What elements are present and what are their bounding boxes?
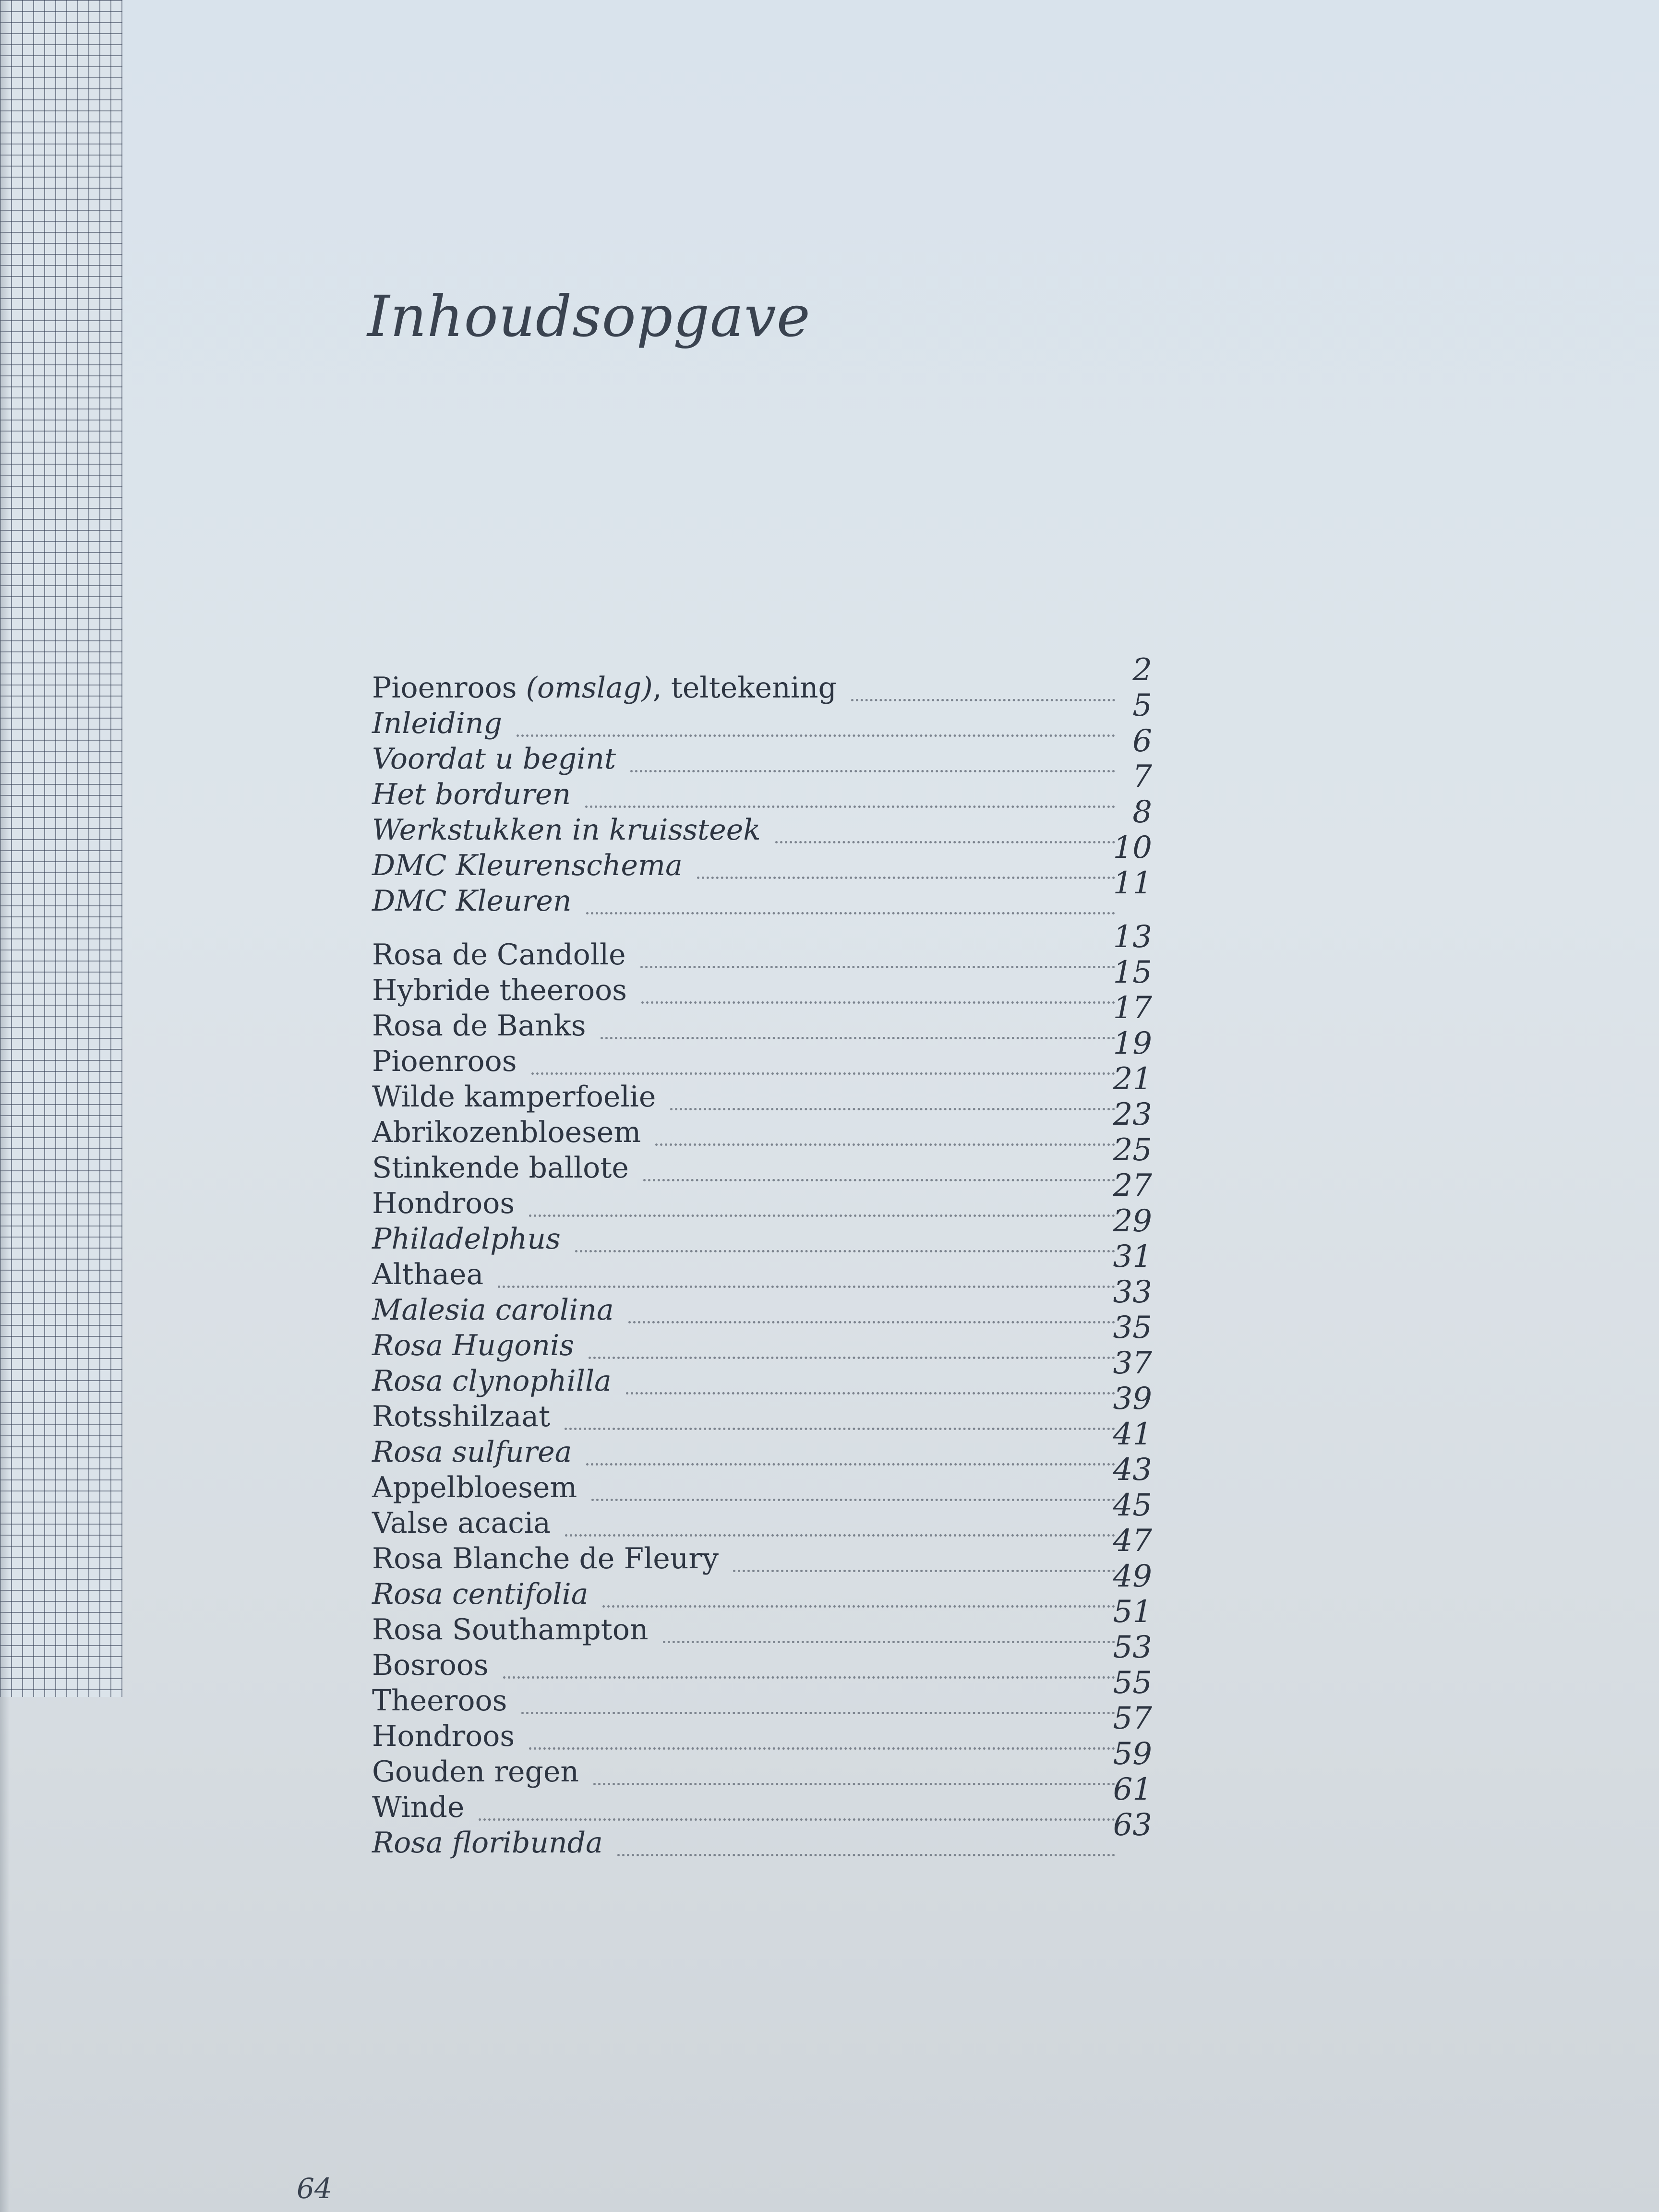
toc-entry-page: 57 (1113, 1701, 1152, 1736)
toc-entry-label: Rosa floribunda (372, 1826, 603, 1860)
toc-entry-page: 19 (1113, 1026, 1152, 1061)
dot-leader (617, 1854, 1115, 1856)
toc-entry-page: 45 (1113, 1488, 1152, 1523)
toc-entry-label: DMC Kleuren (372, 884, 572, 918)
toc-entry-label: Bosroos (372, 1648, 489, 1682)
toc-entry-label: Rosa Hugonis (372, 1329, 575, 1362)
toc-entry-label: Rosa centifolia (372, 1577, 589, 1611)
toc-entry-label: Pioenroos (omslag), teltekening (372, 671, 837, 705)
toc-entry-label: Valse acacia (372, 1506, 551, 1540)
toc-entry (372, 652, 1159, 705)
toc-entry-page: 55 (1113, 1665, 1152, 1701)
toc-entry-label: Theeroos (372, 1684, 507, 1718)
page-edge-shadow (0, 0, 10, 2212)
graph-paper-strip (0, 0, 122, 1697)
toc-entry-label: DMC Kleurenschema (372, 849, 683, 882)
toc-entry-label: Rosa clynophilla (372, 1364, 612, 1398)
toc-entry (372, 1097, 1159, 1149)
toc-entry-page: 27 (1113, 1168, 1152, 1203)
toc-entry-page: 49 (1113, 1559, 1152, 1594)
toc-entry (372, 1310, 1159, 1362)
toc-entry (372, 1168, 1159, 1220)
toc-entry (372, 1701, 1159, 1753)
toc-entry-page: 61 (1113, 1772, 1152, 1807)
toc-entry-page: 29 (1113, 1203, 1152, 1239)
toc-entry (372, 830, 1159, 882)
toc-entry-label: Rosa Blanche de Fleury (372, 1542, 719, 1575)
toc-entry-page: 41 (1113, 1417, 1152, 1452)
toc-entry-label: Werkstukken in kruissteek (372, 813, 761, 847)
toc-entry-page: 59 (1113, 1736, 1152, 1772)
toc-entry-page: 6 (1132, 723, 1152, 759)
toc-entry (372, 955, 1159, 1007)
toc-entry-page: 53 (1113, 1630, 1152, 1665)
toc-entry-page: 25 (1113, 1132, 1152, 1168)
toc-entry-page: 23 (1113, 1097, 1152, 1132)
dot-leader (586, 912, 1115, 914)
toc-entry-page: 21 (1113, 1061, 1152, 1097)
page-number: 64 (297, 2172, 332, 2205)
toc-entry-label: Gouden regen (372, 1755, 579, 1789)
toc-entry-label: Stinkende ballote (372, 1151, 629, 1185)
toc-entry-page: 11 (1113, 866, 1152, 901)
toc-entry-page: 33 (1113, 1274, 1152, 1310)
toc-entry-label: Rosa de Banks (372, 1009, 586, 1043)
toc-entry-label: Rosa Southampton (372, 1613, 649, 1647)
toc-entry (372, 1417, 1159, 1469)
toc-entry-label: Appelbloesem (372, 1471, 577, 1504)
toc-entry-page: 17 (1113, 990, 1152, 1026)
toc-entry-page: 37 (1113, 1346, 1152, 1381)
toc-entry-label: Rosa sulfurea (372, 1435, 572, 1469)
toc-entry-label: Voordat u begint (372, 742, 616, 776)
toc-main-section (372, 919, 1159, 1860)
toc-entry (372, 1630, 1159, 1682)
toc-entry-label: Althaea (372, 1258, 484, 1291)
toc-entry-label: Het borduren (372, 778, 571, 811)
toc-entry-label: Wilde kamperfoelie (372, 1080, 656, 1114)
toc-entry (372, 1772, 1159, 1824)
toc-entry (372, 759, 1159, 811)
toc-entry (372, 1239, 1159, 1291)
toc-entry-page: 5 (1132, 688, 1152, 723)
toc-entry-label: Rosa de Candolle (372, 938, 626, 972)
toc-entry-page: 7 (1132, 759, 1152, 794)
table-of-contents (372, 652, 1159, 1860)
toc-intro-section (372, 652, 1159, 918)
toc-entry-label: Hybride theeroos (372, 974, 627, 1007)
toc-entry (372, 688, 1159, 740)
toc-entry-label: Inleiding (372, 707, 502, 740)
toc-entry-page: 10 (1113, 830, 1152, 866)
toc-entry-label: Abrikozenbloesem (372, 1116, 641, 1149)
toc-entry (372, 866, 1159, 918)
toc-entry-label: Pioenroos (372, 1045, 517, 1078)
toc-entry-page: 13 (1113, 919, 1152, 955)
toc-entry-label: Malesia carolina (372, 1293, 614, 1327)
toc-entry-page: 35 (1113, 1310, 1152, 1346)
toc-entry-page: 31 (1113, 1239, 1152, 1274)
toc-entry (372, 1488, 1159, 1540)
toc-entry-label: Rotsshilzaat (372, 1400, 551, 1433)
toc-entry-label: Philadelphus (372, 1222, 561, 1256)
toc-entry-page: 63 (1113, 1807, 1152, 1843)
page-title: Inhoudsopgave (367, 283, 811, 349)
toc-entry (372, 1559, 1159, 1611)
toc-entry-label: Hondroos (372, 1187, 515, 1220)
toc-entry-label: Hondroos (372, 1719, 515, 1753)
toc-entry (372, 1346, 1159, 1398)
toc-entry-page: 51 (1113, 1594, 1152, 1630)
toc-entry-page: 2 (1132, 652, 1152, 688)
toc-entry (372, 919, 1159, 972)
toc-entry-page: 47 (1113, 1523, 1152, 1559)
toc-entry-page: 39 (1113, 1381, 1152, 1417)
toc-entry-label: Winde (372, 1791, 465, 1824)
toc-entry-page: 15 (1113, 955, 1152, 990)
toc-entry-page: 43 (1113, 1452, 1152, 1488)
toc-entry-page: 8 (1132, 794, 1152, 830)
toc-entry (372, 1026, 1159, 1078)
